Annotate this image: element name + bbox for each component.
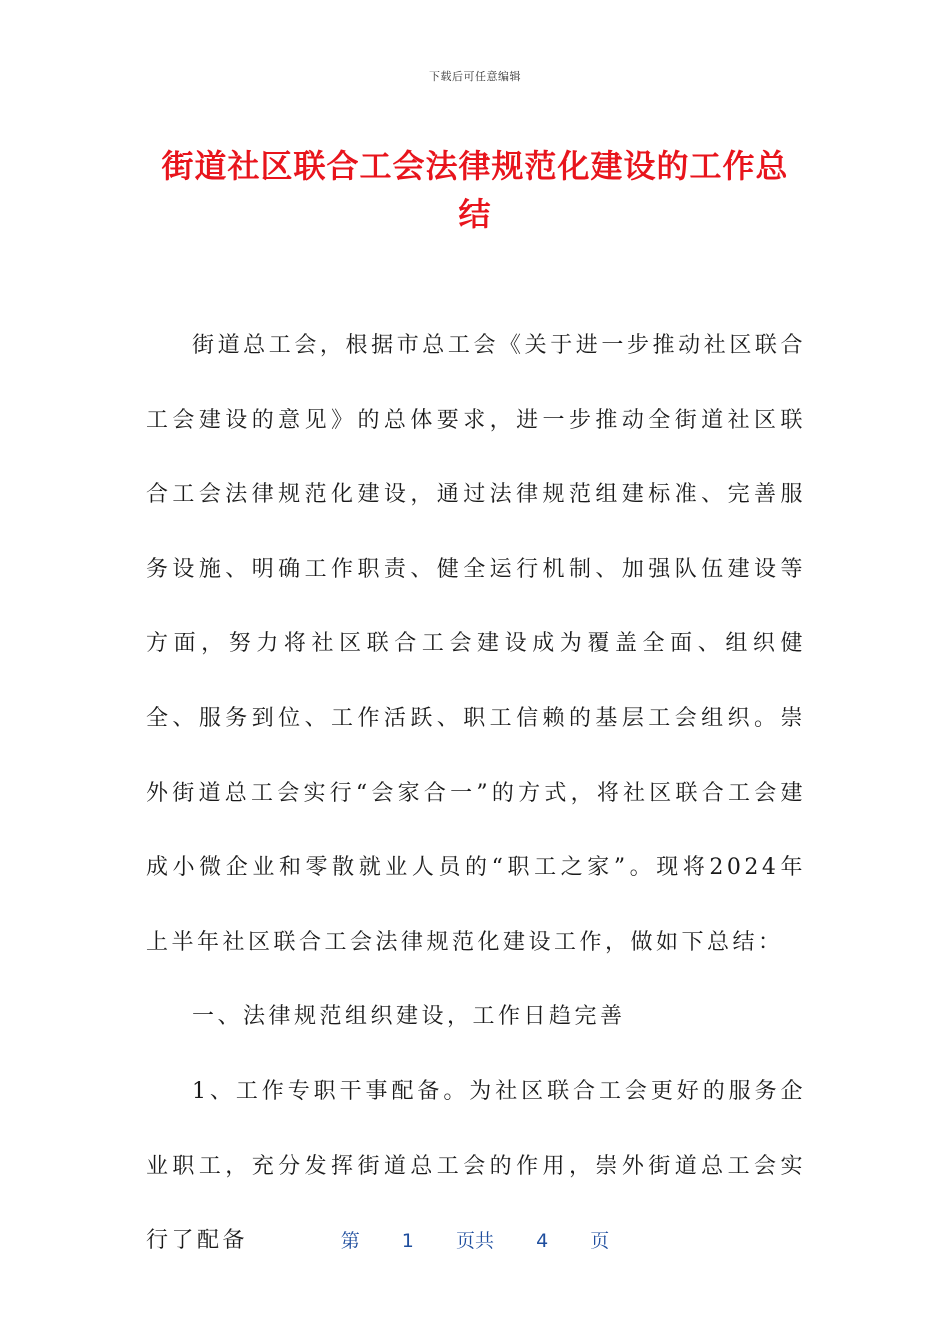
- footer-total-pages: 4: [536, 1230, 549, 1252]
- document-title: 街道社区联合工会法律规范化建设的工作总结: [161, 147, 789, 233]
- footer-page-number: 1: [401, 1230, 414, 1252]
- page-footer: [0, 1226, 950, 1253]
- section-heading-1: 一、法律规范组织建设，工作日趋完善: [192, 1004, 626, 1030]
- paragraph-intro: 街道总工会，根据市总工会《关于进一步推动社区联合工会建设的意见》的总体要求，进一步推动全街道社区联合工会法律规范化建设，通过法律规范组建标准、完善服务设施、明确工作职责、健全运行机制、加强队伍建设等方面，努力将社区联合工会建设成为覆盖全面、组织健全、服务到位、工作活跃、职工信赖的基层工会组织。崇外街道总工会实行“会家合一”的方式，将社区联合工会建成小微企业和零散就业人员的“职工之家”。现将2024年上半年社区联合工会法律规范化建设工作，做如下总结：: [146, 333, 806, 955]
- header-note: 下载后可任意编辑: [429, 70, 521, 83]
- footer-page-word: 第: [340, 1230, 360, 1252]
- footer-page-total-word: 页共: [455, 1230, 494, 1252]
- footer-page-suffix: 页: [590, 1230, 610, 1252]
- document-body: [146, 309, 806, 1279]
- paragraph-item-1: 1、工作专职干事配备。为社区联合工会更好的服务企业职工，充分发挥街道总工会的作用，崇外街道总工会实行了配备: [146, 1078, 806, 1254]
